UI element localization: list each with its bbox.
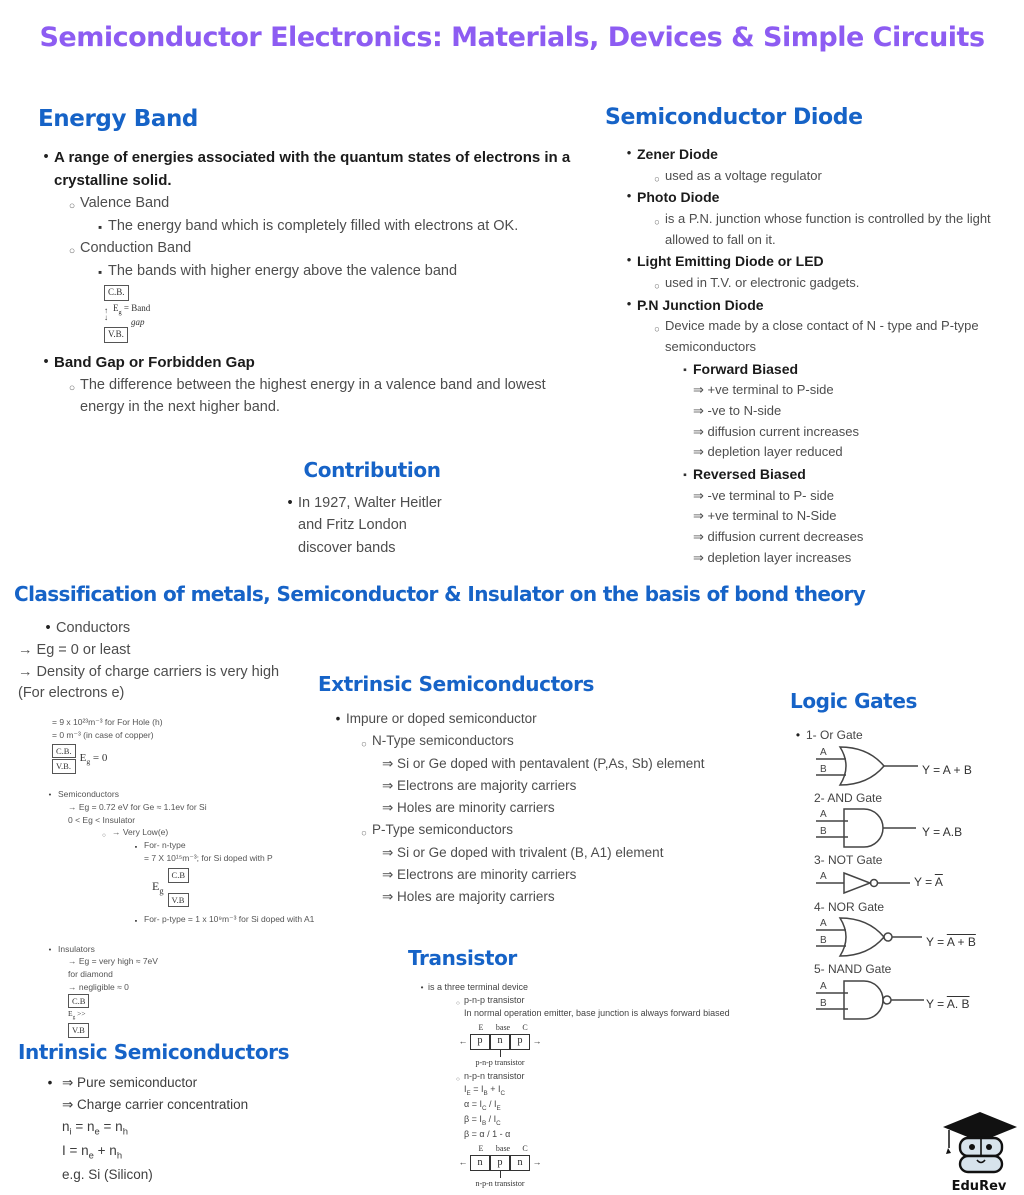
section-intrinsic: [18, 1040, 348, 1186]
circle-bullet-icon: [64, 192, 80, 214]
carrier-formula-1: $n_i = n_e = n_h$: [62, 1118, 128, 1138]
formula-beta: $\beta = I_B / I_C$: [464, 1114, 501, 1128]
holes-density-line: = 9 x 10²³m⁻³ for For Hole (h): [52, 717, 163, 727]
and-gate-diagram: [814, 806, 1024, 850]
bullet-icon: [416, 981, 428, 994]
energy-band-main-point: A range of energies associated with the quantum states of electrons in a crystalline solid.: [54, 148, 571, 189]
ptype-note-line: For- p-type = 1 x 10⁹m⁻³ for Si doped with A1: [144, 914, 315, 925]
led-label: Light Emitting Diode or LED: [637, 253, 824, 270]
photo-diode-def: is a P.N. junction whose function is controlled by the light allowed to fall on it.: [665, 210, 991, 247]
copper-density-line: = 0 m⁻³ (in case of copper): [52, 729, 154, 740]
conduction-band-box: C.B.: [104, 285, 129, 301]
pnp-note: In normal operation emitter, base junction is always forward biased: [464, 1008, 730, 1019]
insulators-label: Insulators: [58, 943, 95, 954]
circle-bullet-icon: [649, 273, 665, 294]
circle-bullet-icon: [452, 994, 464, 1007]
insulators-diamond-line: for diamond: [68, 969, 113, 980]
svg-text:A: A: [820, 870, 827, 882]
npn-label: n-p-n transistor: [464, 1071, 525, 1082]
section-contribution: [252, 455, 492, 559]
conduction-band-def: The bands with higher energy above the valence band: [108, 262, 458, 279]
svg-text:B: B: [820, 763, 827, 775]
page-title: Semiconductor Electronics: Materials, Devices & Simple Circuits: [39, 22, 985, 53]
ntype-band-diagram: $E_g$ C.B V.B: [152, 868, 340, 908]
left-lead-icon: ←: [458, 1157, 468, 1168]
extrinsic-heading: Extrinsic Semiconductors: [318, 672, 595, 696]
reversed-biased-points: ⇒ -ve terminal to P- side ⇒ +ve terminal to N-Side ⇒ diffusion current decreases ⇒ depletion layer increases: [693, 487, 864, 565]
nor-gate-icon: [814, 915, 926, 959]
section-energy-band: [38, 102, 594, 419]
circle-bullet-icon: [649, 316, 665, 337]
bullet-icon: [790, 728, 806, 744]
npn-diagram: E base C ← n p n → n-p-n transistor: [456, 1143, 544, 1189]
not-gate-formula: $Y = \overline{A}$: [914, 874, 943, 889]
or-gate-formula: Y = A + B: [922, 762, 972, 777]
forward-biased-label: Forward Biased: [693, 360, 799, 377]
semiconductors-eg-line: → Eg = 0.72 eV for Ge ≈ 1.1ev for Si: [68, 801, 207, 812]
photo-diode-label: Photo Diode: [637, 189, 720, 206]
or-gate-diagram: [814, 744, 1024, 788]
section-transistor: [408, 944, 788, 1191]
npn-formulas: [464, 1083, 788, 1141]
intrinsic-points: ⇒ Pure semiconductor ⇒ Charge carrier concentration $n_i = n_e = n_h$ $I = n_e + n_h$ e.g. Si (Silicon): [62, 1075, 249, 1182]
insulators-negligible-line: → negligible ≈ 0: [68, 981, 129, 992]
bullet-icon: [282, 492, 298, 514]
pnp-label: p-n-p transistor: [464, 995, 525, 1006]
pnp-diagram: E base C ← p n p → p-n-p transistor: [456, 1022, 544, 1068]
circle-bullet-icon: [356, 730, 372, 752]
formula-alpha: $\alpha = I_C / I_E$: [464, 1099, 501, 1113]
transistor-main-point: is a three terminal device: [428, 982, 529, 992]
bond-theory-notes: [40, 716, 340, 1038]
formula-ie: $I_E = I_B + I_C$: [464, 1084, 506, 1098]
bullet-icon: [40, 618, 56, 640]
ntype-label: N-Type semiconductors: [372, 733, 514, 749]
square-bullet-icon: [128, 839, 144, 852]
right-lead-icon: →: [532, 1036, 542, 1047]
led-def: used in T.V. or electronic gadgets.: [665, 274, 860, 290]
valence-band-box: V.B.: [104, 327, 128, 343]
pnp-caption: p-n-p transistor: [475, 1057, 525, 1067]
left-lead-icon: ←: [458, 1036, 468, 1047]
circle-bullet-icon: [64, 374, 80, 396]
bullet-icon: [330, 708, 346, 730]
conductors-point-1: → Eg = 0 or least: [18, 641, 131, 658]
bullet-icon: [38, 351, 54, 373]
svg-text:B: B: [820, 935, 827, 947]
nand-gate-diagram: [814, 978, 1024, 1022]
edurev-logo: [933, 1110, 1024, 1194]
conduction-band-label: Conduction Band: [80, 240, 192, 257]
base-lead-icon: [500, 1171, 501, 1178]
bullet-icon: [621, 186, 637, 207]
energy-band-heading: Energy Band: [38, 106, 198, 132]
reversed-biased-label: Reversed Biased: [693, 466, 806, 483]
square-bullet-icon: [677, 358, 693, 379]
ptype-points: ⇒ Si or Ge doped with trivalent (B, A1) element ⇒ Electrons are minority carriers ⇒ Holes are majority carriers: [382, 844, 664, 905]
formula-beta-alpha: β = α / 1 - α: [464, 1129, 511, 1140]
conductors-point-2: → Density of charge carriers is very high (For electrons e): [18, 663, 280, 702]
forward-biased-points: ⇒ +ve terminal to P-side ⇒ -ve to N-side ⇒ diffusion current increases ⇒ depletion layer reduced: [693, 381, 860, 460]
ptype-label: P-Type semiconductors: [372, 822, 514, 838]
insulator-band-diagram: C.B $E_g$ >> V.B: [68, 994, 340, 1038]
transistor-heading: Transistor: [408, 946, 517, 970]
conductors-label: Conductors: [56, 620, 131, 636]
square-bullet-icon: [92, 215, 108, 237]
edurev-logo-icon: [937, 1110, 1021, 1176]
ntype-note-label: For- n-type: [144, 840, 186, 850]
npn-caption: n-p-n transistor: [475, 1178, 525, 1188]
section-semiconductor-diode: [605, 100, 1017, 569]
intrinsic-heading: Intrinsic Semiconductors: [18, 1040, 290, 1064]
semiconductor-diode-heading: Semiconductor Diode: [605, 105, 863, 130]
section-logic-gates: [790, 688, 1024, 1022]
valence-band-label: Valence Band: [80, 195, 170, 212]
nor-gate-diagram: [814, 915, 1024, 959]
nor-gate-formula: Y = A + B: [926, 934, 976, 949]
bullet-icon: [42, 788, 58, 801]
and-gate-icon: [814, 806, 922, 850]
square-bullet-icon: [92, 260, 108, 282]
svg-text:B: B: [820, 826, 827, 838]
not-gate-icon: [814, 869, 914, 897]
semiconductors-label: Semiconductors: [58, 789, 119, 799]
section-extrinsic: [318, 672, 796, 908]
circle-bullet-icon: [96, 826, 112, 839]
and-gate-formula: Y = A.B: [922, 825, 963, 840]
band-gap-formula: $E_g$ = Band gap: [113, 302, 151, 327]
band-gap-arrows-icon: [104, 307, 108, 321]
section-classification: [14, 582, 1019, 606]
bullet-icon: [621, 294, 637, 315]
not-gate-diagram: [814, 869, 1024, 897]
svg-text:B: B: [820, 997, 827, 1009]
nor-gate-label: 4- NOR Gate: [814, 899, 885, 914]
square-bullet-icon: [677, 463, 693, 484]
energy-band-diagram: [104, 285, 594, 343]
and-gate-label: 2- AND Gate: [814, 790, 883, 805]
band-gap-label: Band Gap or Forbidden Gap: [54, 353, 255, 371]
zener-diode-def: used as a voltage regulator: [665, 167, 822, 183]
svg-text:A: A: [820, 918, 827, 930]
circle-bullet-icon: [649, 166, 665, 187]
edurev-wordmark: EduRev: [951, 1179, 1007, 1194]
circle-bullet-icon: [452, 1070, 464, 1083]
pn-junction-def: Device made by a close contact of N - type and P-type semiconductors: [665, 317, 979, 354]
svg-text:A: A: [820, 746, 827, 758]
conductor-band-formula: C.B. V.B. $E_g = 0$: [52, 744, 340, 775]
circle-bullet-icon: [64, 237, 80, 259]
not-gate-label: 3- NOT Gate: [814, 853, 883, 868]
nand-gate-label: 5- NAND Gate: [814, 962, 892, 977]
contribution-text: In 1927, Walter Heitler and Fritz London discover bands: [298, 495, 442, 556]
circle-bullet-icon: [356, 819, 372, 841]
logic-gates-heading: Logic Gates: [790, 689, 918, 713]
or-gate-label: 1- Or Gate: [806, 728, 863, 742]
bullet-icon: [42, 943, 58, 956]
nand-gate-formula: Y = A. B: [926, 997, 970, 1012]
band-gap-def: The difference between the highest energy in a valence band and lowest energy in the next higher band.: [80, 376, 546, 416]
very-low-line: → Very Low(e): [112, 827, 169, 838]
valence-band-def: The energy band which is completely filled with electrons at OK.: [108, 217, 519, 234]
ntype-note-value: = 7 X 10¹⁵m⁻³; for Si doped with P: [144, 853, 273, 864]
contribution-heading: Contribution: [303, 458, 441, 482]
circle-bullet-icon: [649, 209, 665, 230]
svg-text:A: A: [820, 980, 827, 992]
base-lead-icon: [500, 1050, 501, 1057]
bullet-icon: [621, 250, 637, 271]
zener-diode-label: Zener Diode: [637, 146, 718, 163]
insulators-eg-line: → Eg = very high ≈ 7eV: [68, 956, 158, 967]
bullet-icon: [621, 143, 637, 164]
extrinsic-main-point: Impure or doped semiconductor: [346, 711, 537, 726]
conductors-block: [18, 618, 328, 705]
svg-text:A: A: [820, 809, 827, 821]
nand-gate-icon: [814, 978, 926, 1022]
square-bullet-icon: [128, 913, 144, 926]
semiconductors-range-line: 0 < Eg < Insulator: [68, 814, 136, 825]
pn-junction-label: P.N Junction Diode: [637, 296, 764, 313]
ntype-points: ⇒ Si or Ge doped with pentavalent (P,As, Sb) element ⇒ Electrons are majority carriers ⇒ Holes are minority carriers: [382, 755, 705, 816]
right-lead-icon: →: [532, 1157, 542, 1168]
classification-heading: Classification of metals, Semiconductor & Insulator on the basis of bond theory: [14, 582, 866, 606]
or-gate-icon: [814, 744, 922, 788]
bullet-icon: [38, 1072, 62, 1094]
carrier-formula-2: $I = n_e + n_h$: [62, 1142, 123, 1162]
bullet-icon: [38, 146, 54, 168]
